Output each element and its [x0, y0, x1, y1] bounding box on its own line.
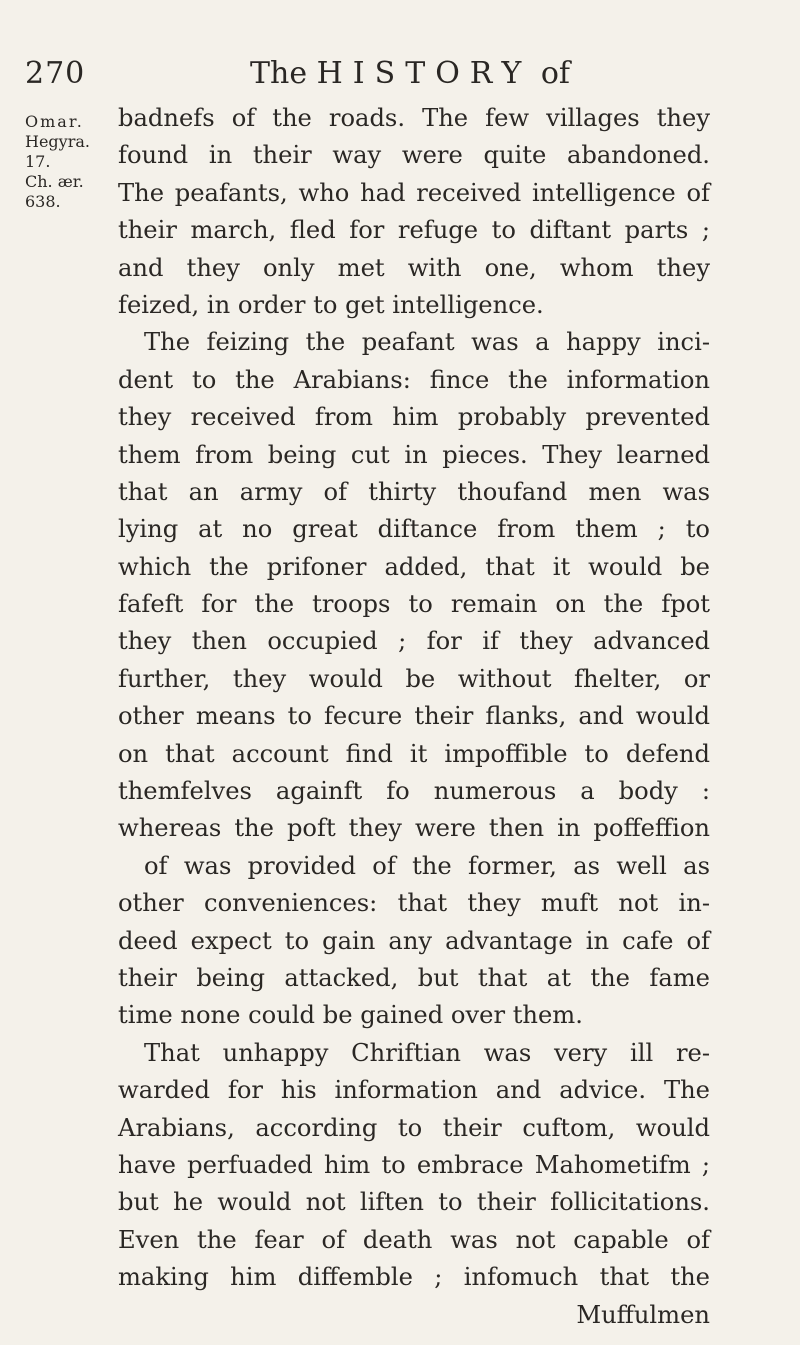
- running-head-prefix: The: [250, 56, 308, 91]
- margin-note: [25, 112, 113, 212]
- text-line: found in their way were quite abandoned.: [118, 141, 710, 170]
- text-line: dent to the Arabians: fince the information: [118, 365, 710, 394]
- text-line: badnefs of the roads. The few villages they: [118, 104, 710, 132]
- text-line: The peafants, who had received intelligence of: [118, 178, 710, 207]
- text-line: deed expect to gain any advantage in cafe of: [118, 926, 710, 955]
- running-head-title: HISTORY: [316, 56, 532, 91]
- text-line: they received from him probably prevented: [118, 403, 710, 432]
- text-line: they then occupied ; for if they advanced: [118, 627, 710, 656]
- text-line: whereas the poft they were then in poffeffion: [118, 814, 710, 843]
- text-line: their march, fled for refuge to diftant parts ;: [118, 216, 710, 245]
- text-line: time none could be gained over them.: [118, 1001, 583, 1030]
- text-line: other conveniences: that they muft not in-: [118, 889, 710, 918]
- margin-note-name: Omar.: [25, 112, 84, 131]
- running-head-suffix: of: [540, 56, 570, 91]
- running-head: [250, 56, 570, 91]
- text-line: their being attacked, but that at the fame: [118, 963, 710, 992]
- text-line: them from being cut in pieces. They learned: [118, 440, 710, 469]
- text-line: but he would not liften to their follicitations.: [118, 1188, 710, 1217]
- text-line: Even the fear of death was not capable of: [118, 1225, 710, 1254]
- text-line: and they only met with one, whom they: [118, 253, 710, 282]
- page-number: 270: [25, 56, 86, 91]
- text-line: That unhappy Chriftian was very ill re-: [144, 1038, 710, 1067]
- catchword: Muffulmen: [576, 1300, 710, 1329]
- margin-note-era: Ch. ær. 638.: [25, 172, 84, 211]
- text-line: fafeft for the troops to remain on the fpot: [118, 590, 710, 619]
- text-line: have perfuaded him to embrace Mahometifm ;: [118, 1150, 710, 1179]
- text-line: other means to fecure their flanks, and would: [118, 702, 710, 731]
- text-line: on that account find it impoffible to defend: [118, 739, 710, 768]
- text-line: lying at no great diftance from them ; to: [118, 515, 710, 544]
- text-line: warded for his information and advice. The: [118, 1076, 710, 1105]
- text-line: further, they would be without fhelter, or: [118, 664, 710, 693]
- text-line: The feizing the peafant was a happy inci-: [144, 328, 710, 357]
- text-line: that an army of thirty thoufand men was: [118, 477, 710, 506]
- text-line: Arabians, according to their cuftom, would: [118, 1113, 710, 1142]
- text-line: which the prifoner added, that it would be: [118, 552, 710, 581]
- text-line: making him diffemble ; infomuch that the: [118, 1263, 710, 1292]
- text-line: of was provided of the former, as well as: [144, 851, 710, 880]
- body-text: [118, 100, 710, 1334]
- text-line: themfelves againft fo numerous a body :: [118, 777, 710, 806]
- text-line: feized, in order to get intelligence.: [118, 290, 544, 319]
- margin-note-hegyra: Hegyra. 17.: [25, 132, 90, 171]
